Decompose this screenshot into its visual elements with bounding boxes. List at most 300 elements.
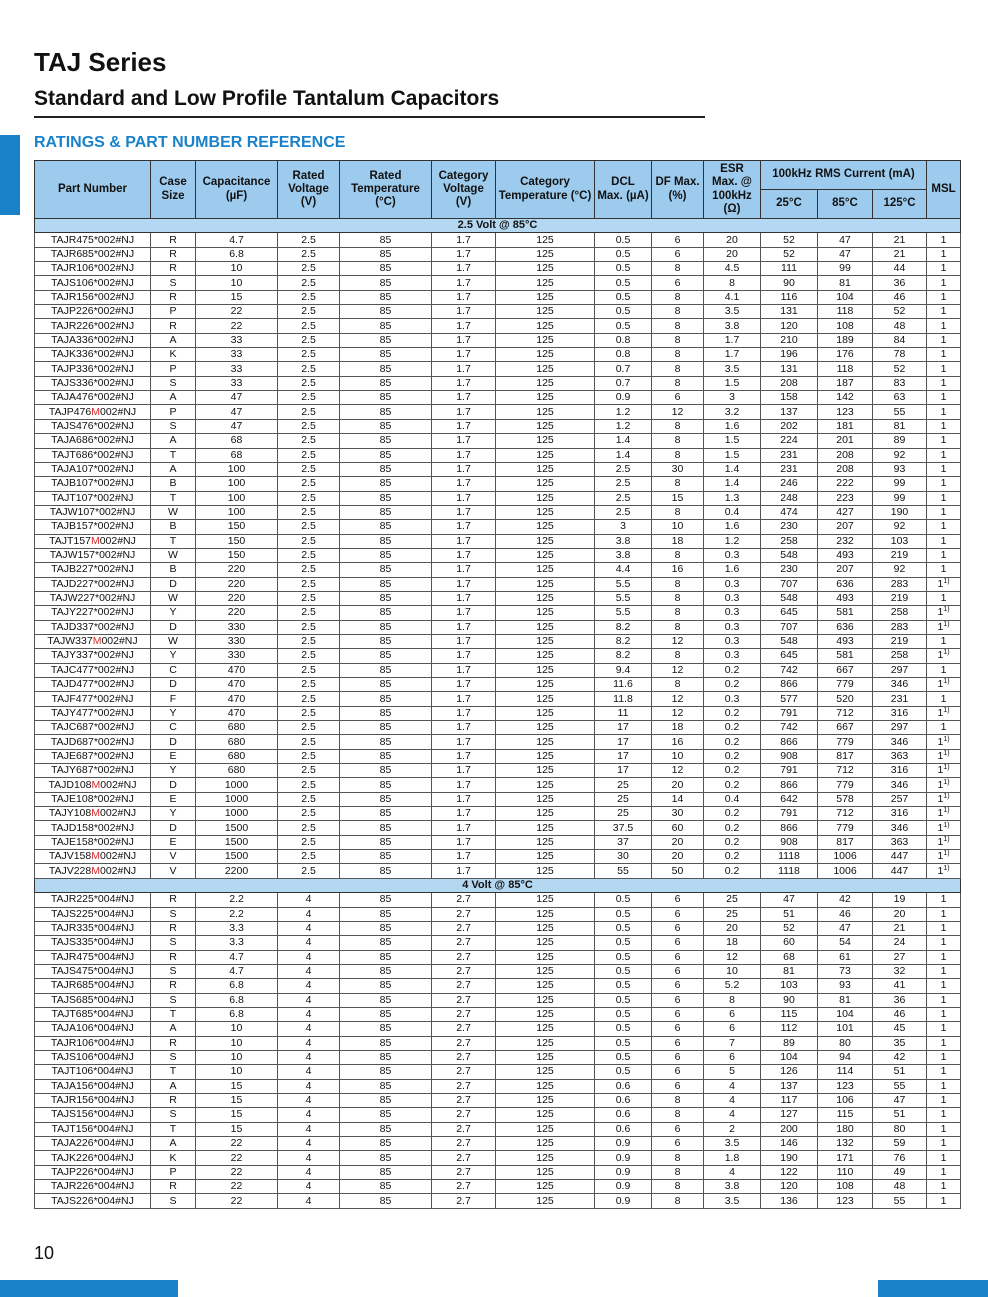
- table-cell: 8: [652, 678, 704, 692]
- table-cell: 85: [340, 1151, 432, 1165]
- table-cell: 4.5: [704, 262, 761, 276]
- table-cell: 125: [496, 276, 595, 290]
- msl-cell: 1: [927, 563, 961, 577]
- msl-cell: 1: [927, 333, 961, 347]
- table-cell: 125: [496, 1022, 595, 1036]
- table-cell: D: [151, 821, 196, 835]
- table-cell: 55: [595, 864, 652, 878]
- table-cell: Y: [151, 706, 196, 720]
- table-cell: 363: [873, 749, 927, 763]
- table-cell: 866: [761, 821, 818, 835]
- table-cell: 100: [196, 462, 278, 476]
- table-row: [35, 778, 961, 792]
- table-cell: 258: [873, 606, 927, 620]
- voltage-group-label: 4 Volt @ 85°C: [35, 878, 961, 892]
- table-cell: 742: [761, 721, 818, 735]
- table-cell: 112: [761, 1022, 818, 1036]
- table-cell: 1500: [196, 850, 278, 864]
- table-cell: 125: [496, 477, 595, 491]
- table-cell: 55: [873, 405, 927, 419]
- table-cell: 231: [761, 462, 818, 476]
- table-cell: 680: [196, 735, 278, 749]
- table-cell: 125: [496, 620, 595, 634]
- header-category-voltage: Category Voltage (V): [432, 161, 496, 219]
- table-cell: S: [151, 907, 196, 921]
- table-cell: 1.5: [704, 434, 761, 448]
- table-cell: 1.8: [704, 1151, 761, 1165]
- msl-cell: 1$^{1)}$: [927, 778, 961, 792]
- table-cell: 85: [340, 1165, 432, 1179]
- table-cell: 33: [196, 362, 278, 376]
- msl-cell: 1: [927, 419, 961, 433]
- table-cell: A: [151, 391, 196, 405]
- part-number-cell: TAJP226*004#NJ: [35, 1165, 151, 1179]
- table-cell: 8: [652, 477, 704, 491]
- table-cell: 636: [818, 620, 873, 634]
- table-cell: 0.5: [595, 1050, 652, 1064]
- table-cell: 37.5: [595, 821, 652, 835]
- table-cell: 85: [340, 391, 432, 405]
- table-cell: 60: [761, 936, 818, 950]
- table-cell: 712: [818, 807, 873, 821]
- table-cell: 85: [340, 419, 432, 433]
- part-number-cell: TAJW227*002#NJ: [35, 591, 151, 605]
- table-cell: 100: [196, 477, 278, 491]
- part-number-cell: TAJD227*002#NJ: [35, 577, 151, 591]
- table-cell: 51: [873, 1065, 927, 1079]
- table-cell: 2.7: [432, 1022, 496, 1036]
- table-cell: 33: [196, 333, 278, 347]
- table-cell: 316: [873, 764, 927, 778]
- table-cell: 55: [873, 1194, 927, 1208]
- table-cell: 8: [652, 448, 704, 462]
- table-cell: R: [151, 233, 196, 247]
- table-cell: 0.9: [595, 1151, 652, 1165]
- table-cell: 68: [196, 448, 278, 462]
- table-cell: 36: [873, 993, 927, 1007]
- table-cell: 493: [818, 548, 873, 562]
- table-cell: 6: [652, 1122, 704, 1136]
- table-cell: 125: [496, 563, 595, 577]
- msl-cell: 1: [927, 305, 961, 319]
- table-cell: 0.9: [595, 1194, 652, 1208]
- table-row: [35, 1022, 961, 1036]
- part-number-cell: TAJA106*004#NJ: [35, 1022, 151, 1036]
- table-cell: 125: [496, 505, 595, 519]
- table-cell: 4: [278, 1108, 340, 1122]
- table-cell: 1.7: [432, 692, 496, 706]
- part-number-cell: TAJR106*004#NJ: [35, 1036, 151, 1050]
- table-cell: 791: [761, 764, 818, 778]
- table-cell: 11: [595, 706, 652, 720]
- table-cell: 125: [496, 950, 595, 964]
- table-cell: S: [151, 1194, 196, 1208]
- tolerance-letter: M: [91, 864, 100, 877]
- table-cell: 85: [340, 405, 432, 419]
- table-cell: 4: [278, 1180, 340, 1194]
- table-cell: 2.5: [278, 764, 340, 778]
- table-cell: 2.5: [278, 477, 340, 491]
- table-cell: 20: [704, 921, 761, 935]
- table-cell: 100: [196, 491, 278, 505]
- table-cell: 85: [340, 1093, 432, 1107]
- table-cell: 0.2: [704, 864, 761, 878]
- table-cell: 0.5: [595, 233, 652, 247]
- table-cell: 51: [873, 1108, 927, 1122]
- table-cell: R: [151, 1036, 196, 1050]
- table-cell: 2.7: [432, 964, 496, 978]
- table-cell: 125: [496, 548, 595, 562]
- table-cell: 85: [340, 247, 432, 261]
- part-number-cell: TAJR156*002#NJ: [35, 290, 151, 304]
- table-cell: S: [151, 376, 196, 390]
- part-number-cell: TAJV228M002#NJ: [35, 864, 151, 878]
- table-cell: 85: [340, 376, 432, 390]
- table-cell: W: [151, 548, 196, 562]
- msl-cell: 1: [927, 1108, 961, 1122]
- table-cell: 42: [873, 1050, 927, 1064]
- table-cell: 4: [278, 1093, 340, 1107]
- header-rms-current: 100kHz RMS Current (mA): [761, 161, 927, 190]
- msl-cell: 1: [927, 979, 961, 993]
- table-cell: 99: [818, 262, 873, 276]
- table-cell: 120: [761, 1180, 818, 1194]
- table-cell: 10: [704, 964, 761, 978]
- table-cell: 21: [873, 247, 927, 261]
- table-cell: A: [151, 333, 196, 347]
- table-cell: 1.3: [704, 491, 761, 505]
- table-cell: 2: [704, 1122, 761, 1136]
- table-cell: 8: [652, 606, 704, 620]
- msl-cell: 1: [927, 548, 961, 562]
- table-cell: 125: [496, 376, 595, 390]
- table-cell: 2.5: [278, 462, 340, 476]
- table-cell: 47: [196, 419, 278, 433]
- table-row: [35, 950, 961, 964]
- table-cell: 346: [873, 678, 927, 692]
- table-cell: 30: [652, 462, 704, 476]
- table-cell: 85: [340, 1122, 432, 1136]
- table-cell: 1000: [196, 778, 278, 792]
- table-cell: 581: [818, 649, 873, 663]
- table-cell: 47: [196, 391, 278, 405]
- table-cell: 189: [818, 333, 873, 347]
- table-cell: 2.7: [432, 1165, 496, 1179]
- table-cell: 85: [340, 520, 432, 534]
- table-row: [35, 247, 961, 261]
- msl-cell: 1: [927, 520, 961, 534]
- table-cell: 6: [652, 921, 704, 935]
- table-cell: 6: [704, 1007, 761, 1021]
- table-cell: 85: [340, 735, 432, 749]
- msl-cell: 1$^{1)}$: [927, 835, 961, 849]
- table-cell: 2.5: [278, 620, 340, 634]
- msl-cell: 1: [927, 362, 961, 376]
- table-cell: 1.7: [432, 505, 496, 519]
- table-cell: 8: [652, 376, 704, 390]
- table-cell: 1.2: [595, 405, 652, 419]
- table-cell: 1.7: [432, 577, 496, 591]
- part-number-cell: TAJS336*002#NJ: [35, 376, 151, 390]
- table-row: [35, 606, 961, 620]
- table-cell: 8: [704, 993, 761, 1007]
- table-cell: 125: [496, 850, 595, 864]
- tolerance-letter: M: [92, 635, 102, 648]
- page-subtitle: Standard and Low Profile Tantalum Capacitors: [34, 87, 500, 110]
- table-cell: 1.7: [432, 548, 496, 562]
- table-cell: 0.5: [595, 276, 652, 290]
- table-cell: 132: [818, 1137, 873, 1151]
- table-cell: 1.7: [432, 333, 496, 347]
- table-cell: 316: [873, 706, 927, 720]
- part-number-cell: TAJS335*004#NJ: [35, 936, 151, 950]
- table-cell: E: [151, 835, 196, 849]
- table-cell: 83: [873, 376, 927, 390]
- table-cell: 111: [761, 262, 818, 276]
- table-cell: 231: [761, 448, 818, 462]
- table-cell: 125: [496, 907, 595, 921]
- table-row: [35, 305, 961, 319]
- table-cell: 47: [818, 247, 873, 261]
- table-cell: 85: [340, 620, 432, 634]
- table-cell: 493: [818, 591, 873, 605]
- msl-cell: 1: [927, 290, 961, 304]
- msl-cell: 1: [927, 950, 961, 964]
- table-cell: 1.7: [432, 534, 496, 548]
- table-cell: 20: [704, 233, 761, 247]
- table-cell: 667: [818, 721, 873, 735]
- table-row: [35, 792, 961, 806]
- table-cell: 258: [761, 534, 818, 548]
- msl-cell: 1$^{1)}$: [927, 807, 961, 821]
- table-cell: 1.7: [432, 864, 496, 878]
- table-cell: 210: [761, 333, 818, 347]
- table-cell: 125: [496, 993, 595, 1007]
- table-cell: 2.5: [278, 247, 340, 261]
- table-cell: K: [151, 1151, 196, 1165]
- table-cell: 866: [761, 778, 818, 792]
- table-cell: 85: [340, 534, 432, 548]
- part-number-cell: TAJA336*002#NJ: [35, 333, 151, 347]
- table-row: [35, 319, 961, 333]
- table-cell: 8: [652, 649, 704, 663]
- table-row: [35, 1122, 961, 1136]
- table-cell: 493: [818, 634, 873, 648]
- table-cell: 2.5: [278, 606, 340, 620]
- part-number-cell: TAJY337*002#NJ: [35, 649, 151, 663]
- msl-footnote-mark: 1): [943, 835, 950, 843]
- table-cell: 18: [652, 534, 704, 548]
- table-cell: 85: [340, 577, 432, 591]
- table-cell: 125: [496, 247, 595, 261]
- table-cell: 48: [873, 1180, 927, 1194]
- part-number-cell: TAJR156*004#NJ: [35, 1093, 151, 1107]
- table-cell: 2.7: [432, 993, 496, 1007]
- table-cell: 115: [818, 1108, 873, 1122]
- table-cell: 22: [196, 1137, 278, 1151]
- table-cell: 125: [496, 419, 595, 433]
- table-cell: 0.9: [595, 1165, 652, 1179]
- table-cell: 1.7: [432, 376, 496, 390]
- table-cell: 0.5: [595, 993, 652, 1007]
- table-row: [35, 1165, 961, 1179]
- table-cell: 520: [818, 692, 873, 706]
- table-cell: 2.5: [278, 448, 340, 462]
- table-cell: 346: [873, 821, 927, 835]
- table-cell: 2.7: [432, 1122, 496, 1136]
- table-cell: 125: [496, 305, 595, 319]
- table-cell: 125: [496, 491, 595, 505]
- table-cell: 0.5: [595, 1036, 652, 1050]
- table-cell: 4.4: [595, 563, 652, 577]
- table-cell: 3.8: [595, 548, 652, 562]
- table-cell: 2.5: [278, 362, 340, 376]
- table-row: [35, 1194, 961, 1208]
- table-cell: 8: [652, 362, 704, 376]
- table-cell: 42: [818, 893, 873, 907]
- table-cell: 0.3: [704, 606, 761, 620]
- part-number-cell: TAJY687*002#NJ: [35, 764, 151, 778]
- table-cell: 6: [704, 1050, 761, 1064]
- table-cell: 125: [496, 778, 595, 792]
- table-cell: 1.7: [432, 290, 496, 304]
- table-cell: 8: [652, 505, 704, 519]
- msl-cell: 1$^{1)}$: [927, 864, 961, 878]
- table-cell: 36: [873, 276, 927, 290]
- table-cell: 125: [496, 462, 595, 476]
- table-cell: 47: [761, 893, 818, 907]
- table-cell: 4: [704, 1079, 761, 1093]
- table-cell: P: [151, 405, 196, 419]
- msl-cell: 1: [927, 1151, 961, 1165]
- table-cell: W: [151, 505, 196, 519]
- table-cell: 19: [873, 893, 927, 907]
- table-cell: 1.7: [432, 735, 496, 749]
- table-cell: 3: [595, 520, 652, 534]
- table-cell: 22: [196, 319, 278, 333]
- table-cell: 92: [873, 520, 927, 534]
- table-cell: B: [151, 563, 196, 577]
- part-number-cell: TAJR106*002#NJ: [35, 262, 151, 276]
- part-number-cell: TAJD158*002#NJ: [35, 821, 151, 835]
- msl-footnote-mark: 1): [943, 764, 950, 772]
- table-cell: 85: [340, 993, 432, 1007]
- part-number-cell: TAJC687*002#NJ: [35, 721, 151, 735]
- table-cell: 81: [761, 964, 818, 978]
- table-cell: 125: [496, 692, 595, 706]
- table-cell: 85: [340, 1079, 432, 1093]
- table-cell: 125: [496, 319, 595, 333]
- table-cell: 1.7: [432, 678, 496, 692]
- table-cell: 3.5: [704, 1137, 761, 1151]
- table-cell: 2.7: [432, 1079, 496, 1093]
- msl-cell: 1: [927, 491, 961, 505]
- table-cell: 577: [761, 692, 818, 706]
- table-cell: 94: [818, 1050, 873, 1064]
- table-cell: 85: [340, 448, 432, 462]
- part-number-cell: TAJV158M002#NJ: [35, 850, 151, 864]
- table-cell: 2.7: [432, 950, 496, 964]
- table-cell: 0.2: [704, 749, 761, 763]
- table-cell: A: [151, 1137, 196, 1151]
- table-row: [35, 419, 961, 433]
- table-cell: 1.7: [432, 778, 496, 792]
- table-cell: 707: [761, 620, 818, 634]
- table-cell: 636: [818, 577, 873, 591]
- part-number-cell: TAJT157M002#NJ: [35, 534, 151, 548]
- table-cell: 470: [196, 678, 278, 692]
- table-row: [35, 649, 961, 663]
- table-cell: T: [151, 534, 196, 548]
- table-cell: 0.5: [595, 262, 652, 276]
- table-cell: 30: [652, 807, 704, 821]
- table-cell: 4.7: [196, 233, 278, 247]
- table-cell: 0.7: [595, 362, 652, 376]
- table-cell: 68: [761, 950, 818, 964]
- table-cell: 125: [496, 1079, 595, 1093]
- table-row: [35, 936, 961, 950]
- table-row: [35, 921, 961, 935]
- msl-cell: 1$^{1)}$: [927, 577, 961, 591]
- table-cell: 1.7: [704, 333, 761, 347]
- table-cell: 908: [761, 835, 818, 849]
- table-cell: 0.9: [595, 1180, 652, 1194]
- table-cell: 85: [340, 290, 432, 304]
- table-cell: 16: [652, 563, 704, 577]
- table-cell: 47: [873, 1093, 927, 1107]
- table-cell: 85: [340, 1194, 432, 1208]
- table-cell: 20: [652, 835, 704, 849]
- table-cell: 230: [761, 563, 818, 577]
- table-cell: 125: [496, 936, 595, 950]
- table-row: [35, 290, 961, 304]
- voltage-group-row: [35, 878, 961, 892]
- msl-cell: 1$^{1)}$: [927, 850, 961, 864]
- table-cell: 1.7: [432, 634, 496, 648]
- table-cell: 2.5: [278, 634, 340, 648]
- table-cell: 73: [818, 964, 873, 978]
- table-cell: 85: [340, 821, 432, 835]
- table-cell: 1.4: [704, 477, 761, 491]
- table-row: [35, 1065, 961, 1079]
- table-cell: 85: [340, 634, 432, 648]
- table-cell: 125: [496, 534, 595, 548]
- table-cell: 22: [196, 305, 278, 319]
- table-cell: 1118: [761, 850, 818, 864]
- table-cell: 85: [340, 778, 432, 792]
- table-cell: 137: [761, 1079, 818, 1093]
- table-cell: 85: [340, 850, 432, 864]
- table-cell: 150: [196, 534, 278, 548]
- table-cell: 0.2: [704, 764, 761, 778]
- table-cell: 50: [652, 864, 704, 878]
- table-cell: Y: [151, 649, 196, 663]
- table-cell: 85: [340, 749, 432, 763]
- table-row: [35, 477, 961, 491]
- table-cell: 52: [873, 362, 927, 376]
- table-cell: 1.7: [432, 348, 496, 362]
- msl-cell: 1: [927, 721, 961, 735]
- table-cell: 2.5: [278, 591, 340, 605]
- part-number-cell: TAJR685*004#NJ: [35, 979, 151, 993]
- table-row: [35, 1137, 961, 1151]
- part-number-cell: TAJS225*004#NJ: [35, 907, 151, 921]
- table-cell: 125: [496, 964, 595, 978]
- table-cell: 4: [278, 1165, 340, 1179]
- table-cell: 208: [818, 448, 873, 462]
- table-cell: R: [151, 921, 196, 935]
- table-cell: 85: [340, 305, 432, 319]
